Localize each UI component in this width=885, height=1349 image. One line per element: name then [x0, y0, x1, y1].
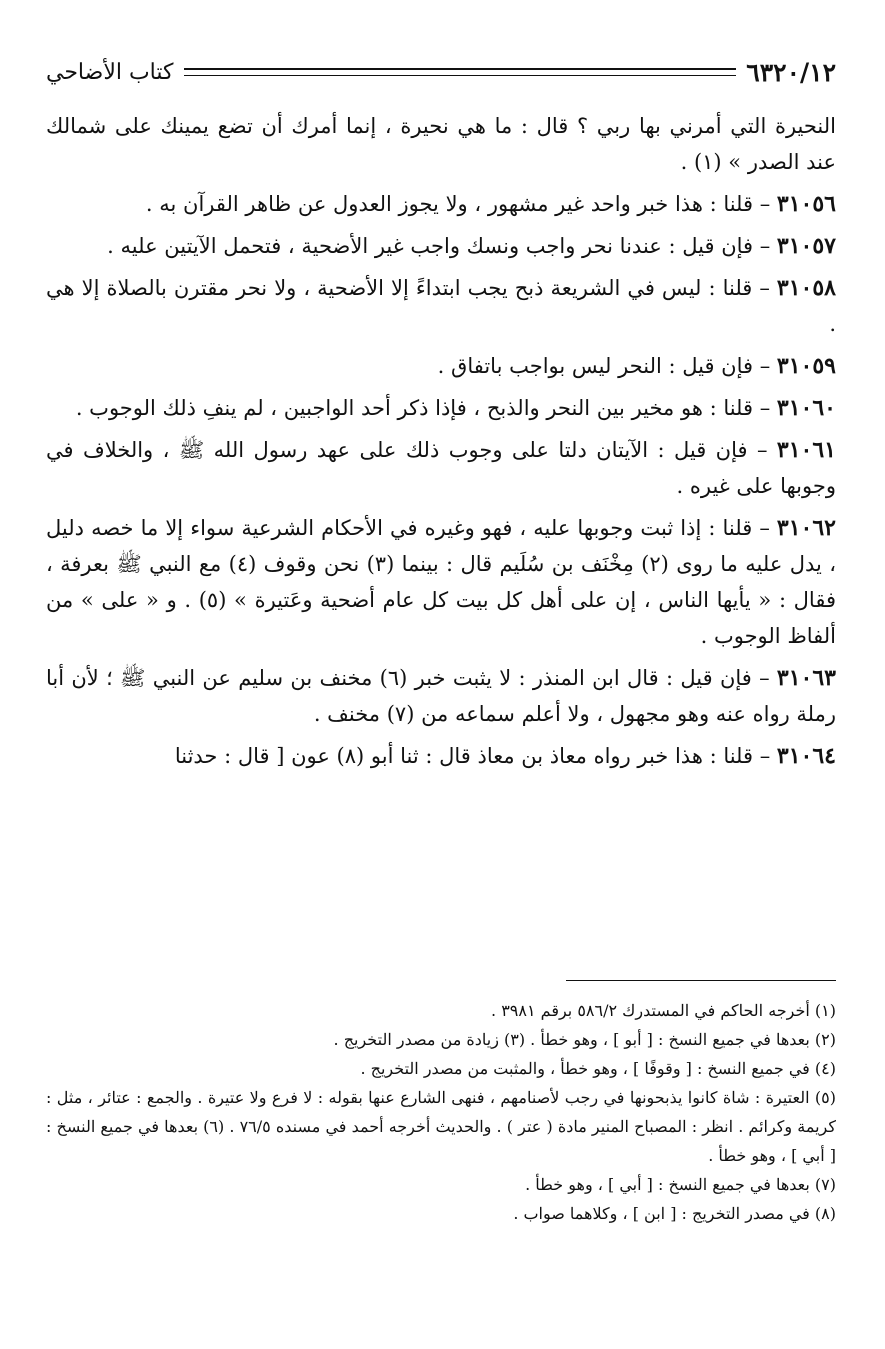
footnotes [46, 996, 836, 1228]
page-number: ٦٣٢٠/١٢ [746, 57, 836, 87]
paragraph-text: – قلنا : هذا خبر واحد غير مشهور ، ولا يجوز العدول عن ظاهر القرآن به . [145, 192, 777, 216]
paragraph-text: – قلنا : هذا خبر رواه معاذ بن معاذ قال : ثنا أبو (٨) عون [ قال : حدثنا [174, 744, 777, 768]
paragraph-number: ٣١٠٦١ [776, 437, 836, 463]
paragraph-text: – فإن قيل : قال ابن المنذر : لا يثبت خبر (٦) مخنف بن سليم عن النبي ﷺ ؛ لأن أبا رملة رواه عنه وهو مجهول ، ولا أعلم سماعه من (٧) مخنف . [46, 666, 836, 726]
footnote: (٧) بعدها في جميع النسخ : [ أبي ] ، وهو خطأ . [525, 1175, 836, 1194]
footnote: (٥) العتيرة : شاة كانوا يذبحونها في رجب لأصنامهم ، فنهى الشارع عنها بقوله : لا فرع ولا عتيرة . والجمع : عتائر ، مثل : كريمة وكرائم . انظر : المصباح المنير مادة ( عتر ) . والحديث أخرجه أحمد في مسنده ٧٦/٥ . (٦) بعدها في جميع النسخ : [ أبي ] ، وهو خطأ . [46, 1088, 837, 1165]
paragraph [46, 510, 836, 654]
paragraph [46, 270, 836, 342]
header-rule [184, 68, 737, 76]
paragraph-number: ٣١٠٥٨ [776, 275, 836, 301]
paragraph-text: – فإن قيل : الآيتان دلتا على وجوب ذلك على عهد رسول الله ﷺ ، والخلاف في وجوبها على غيره . [46, 438, 836, 498]
paragraph [46, 432, 836, 504]
footnote: (١) أخرجه الحاكم في المستدرك ٥٨٦/٢ برقم ٣٩٨١ . [491, 1001, 836, 1020]
paragraph-text: – فإن قيل : النحر ليس بواجب باتفاق . [437, 354, 777, 378]
footnote: (٨) في مصدر التخريج : [ ابن ] ، وكلاهما صواب . [513, 1204, 836, 1223]
paragraph-number: ٣١٠٦٤ [776, 743, 836, 769]
paragraph-number: ٣١٠٦٢ [776, 515, 836, 541]
paragraph-number: ٣١٠٥٧ [776, 233, 836, 259]
paragraph [46, 390, 836, 426]
paragraph-number: ٣١٠٥٩ [776, 353, 836, 379]
paragraph-number: ٣١٠٦٣ [776, 665, 836, 691]
footnote-separator [566, 980, 836, 981]
main-text [46, 108, 836, 774]
paragraph [46, 228, 836, 264]
paragraph-number: ٣١٠٦٠ [776, 395, 836, 421]
paragraph-text: – قلنا : إذا ثبت وجوبها عليه ، فهو وغيره في الأحكام الشرعية سواء إلا ما خصه دليل ، يدل عليه ما روى (٢) مِخْنَف بن سُلَيم قال : بينما (٣) نحن وقوف (٤) مع النبي ﷺ بعرفة ، فقال : « يأيها الناس ، إن على أهل كل بيت كل عام أضحية وعَتيرة » (٥) . و « على » من ألفاظ الوجوب . [46, 516, 836, 648]
paragraph [46, 660, 836, 732]
paragraph: النحيرة التي أمرني بها ربي ؟ قال : ما هي نحيرة ، إنما أمرك أن تضع يمينك على شمالك عند الصدر » (١) . [46, 114, 836, 174]
book-page [46, 52, 837, 1223]
footnote: (٤) في جميع النسخ : [ وقوفًا ] ، وهو خطأ ، والمثبت من مصدر التخريج . [360, 1059, 836, 1078]
paragraph [46, 348, 836, 384]
paragraph-text: – قلنا : ليس في الشريعة ذبح يجب ابتداءً إلا الأضحية ، ولا نحر مقترن بالصلاة إلا هي . [46, 276, 836, 336]
paragraph [46, 186, 836, 222]
paragraph [46, 738, 836, 774]
paragraph-number: ٣١٠٥٦ [776, 191, 836, 217]
book-title: كتاب الأضاحي [46, 59, 174, 85]
paragraph-text: – قلنا : هو مخير بين النحر والذبح ، فإذا ذكر أحد الواجبين ، لم ينفِ ذلك الوجوب . [75, 396, 777, 420]
page-header [46, 52, 836, 92]
paragraph-text: – فإن قيل : عندنا نحر واجب ونسك واجب غير الأضحية ، فتحمل الآيتين عليه . [107, 234, 777, 258]
footnote: (٢) بعدها في جميع النسخ : [ أبو ] ، وهو خطأ . (٣) زيادة من مصدر التخريج . [333, 1030, 836, 1049]
